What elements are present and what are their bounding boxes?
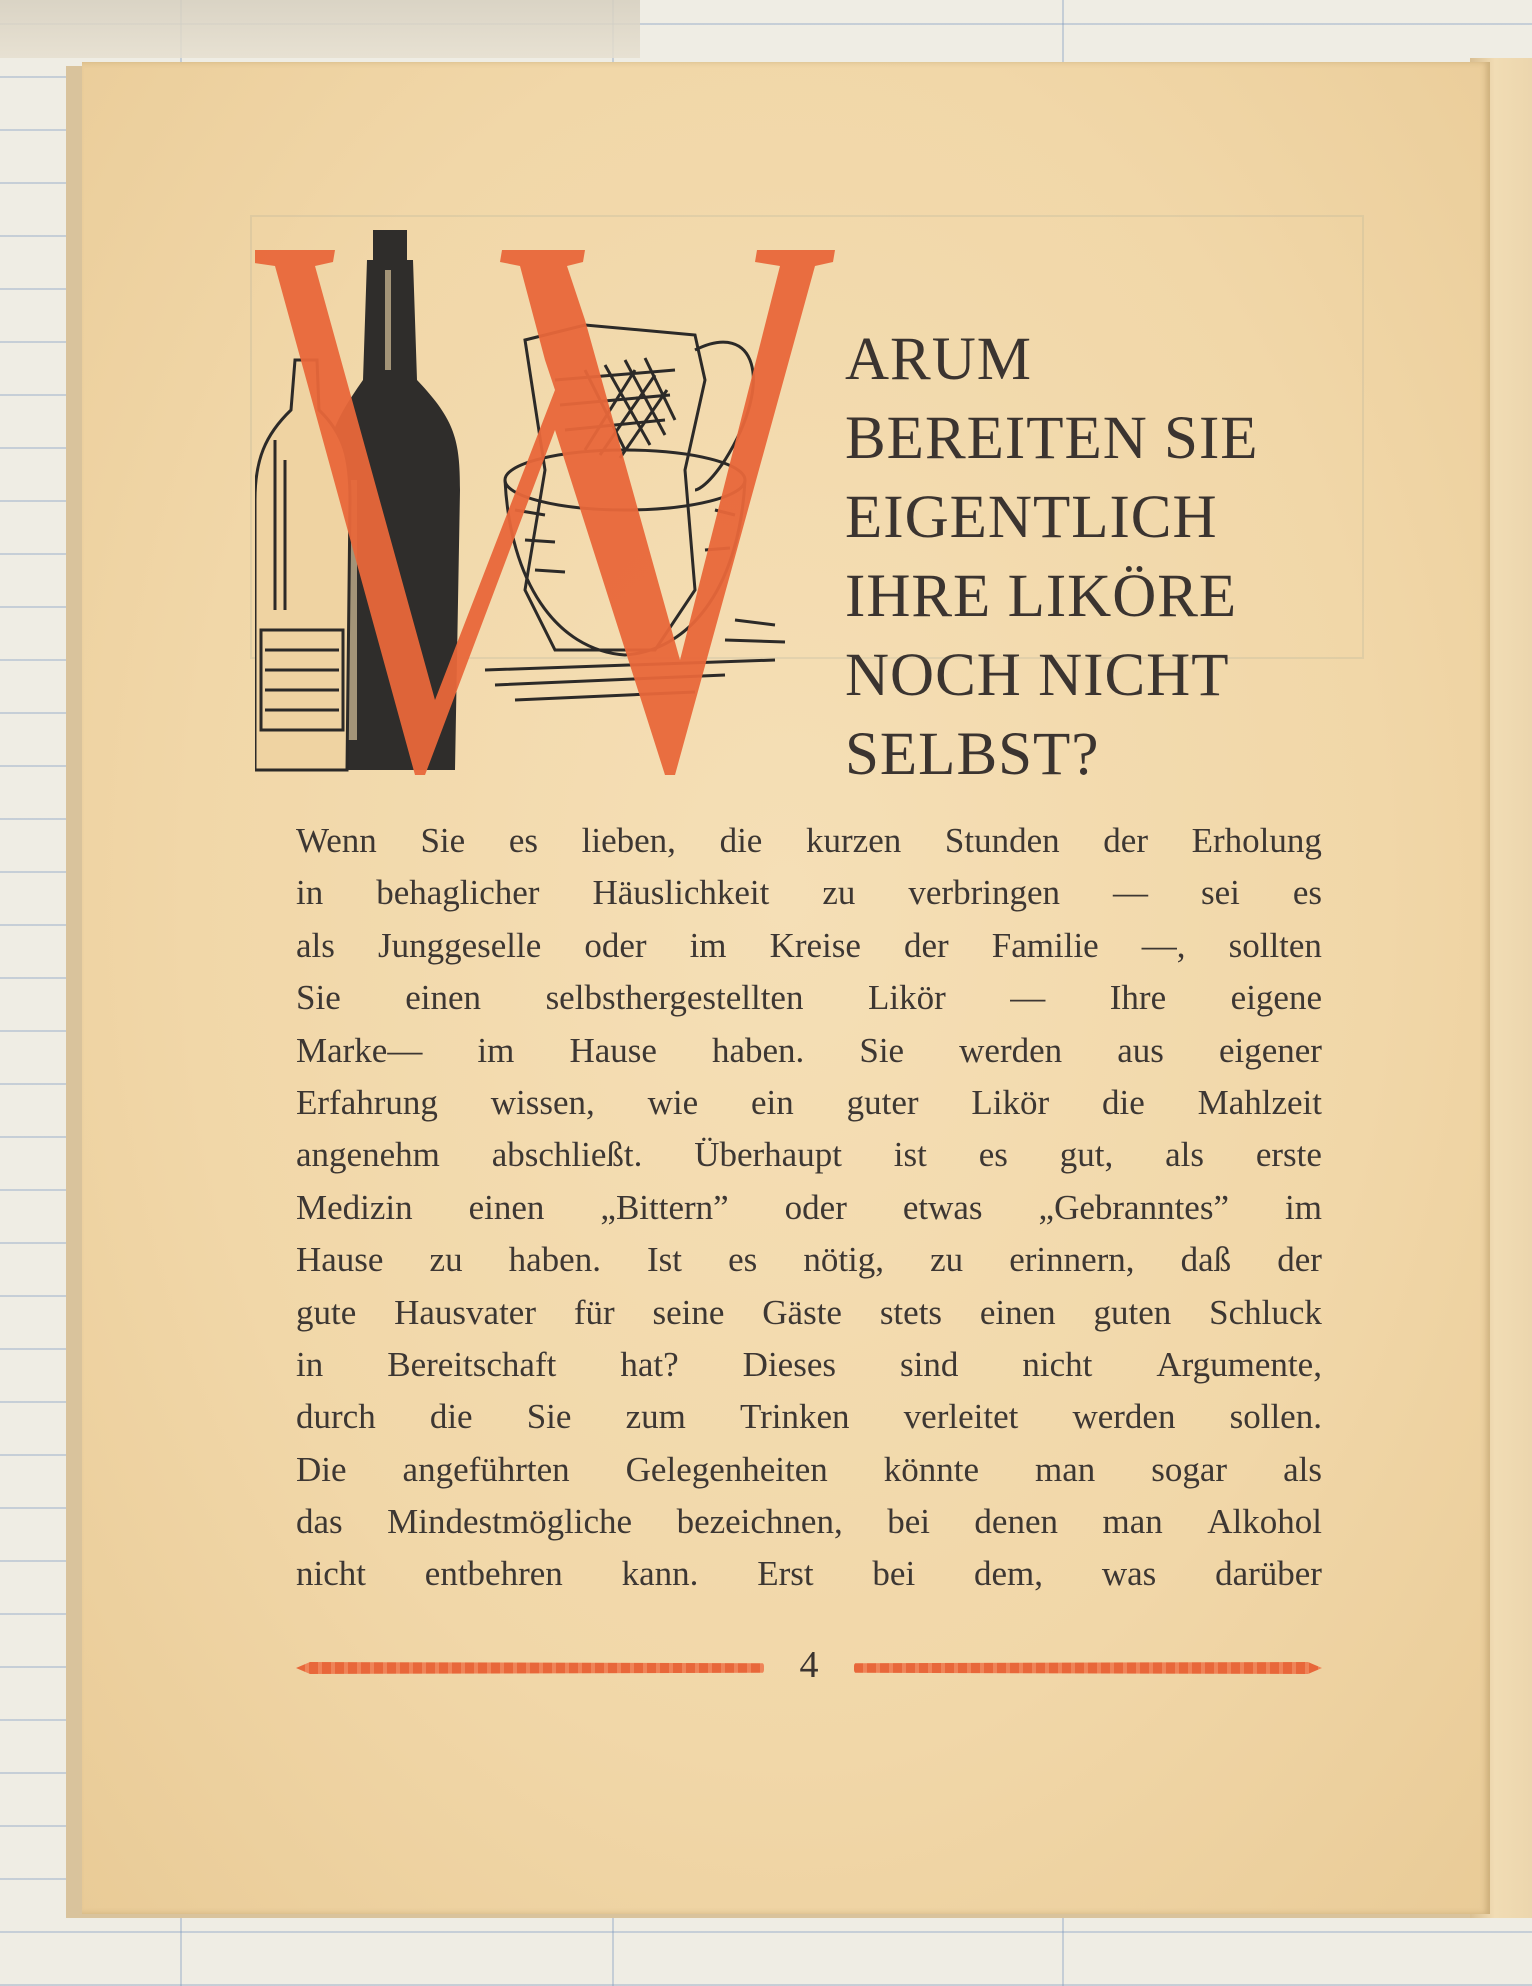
text-line [296, 867, 1322, 919]
word: Sie [420, 821, 466, 860]
word: Bereitschaft [387, 1344, 557, 1384]
word: es [728, 1240, 758, 1280]
word: oder [584, 925, 647, 965]
word: lieben, [581, 821, 676, 860]
word: nicht [296, 1554, 366, 1594]
word: als [1283, 1449, 1322, 1489]
word: eigene [1230, 978, 1322, 1018]
word: gut, [1059, 1135, 1114, 1175]
word: nötig, [803, 1240, 885, 1280]
word: verleitet [903, 1397, 1019, 1437]
word: der [904, 925, 949, 965]
word: — [1112, 873, 1148, 913]
word: Mahlzeit [1197, 1082, 1322, 1122]
heading-line: NOCH NICHT [845, 642, 1230, 709]
word: als [296, 925, 335, 965]
word: abschließt. [491, 1135, 643, 1175]
word: Junggeselle [377, 925, 542, 965]
page-footer [296, 1640, 1322, 1690]
word: Sie [296, 978, 341, 1018]
word: darüber [1215, 1554, 1322, 1594]
word: zu [429, 1240, 463, 1280]
text-line [296, 1077, 1322, 1129]
word: bezeichnen, [676, 1502, 843, 1542]
word: sind [900, 1344, 959, 1384]
word: im [477, 1030, 515, 1070]
word: aus [1117, 1030, 1164, 1070]
word: kann. [621, 1554, 699, 1594]
word: sogar [1151, 1449, 1228, 1489]
word: die [1101, 1082, 1145, 1122]
word: im [1284, 1187, 1322, 1227]
word: bei [872, 1554, 916, 1594]
word: Familie [991, 925, 1099, 965]
heading-line: BEREITEN SIE [845, 405, 1259, 472]
heading-line: EIGENTLICH [845, 484, 1218, 551]
word: Hausvater [394, 1292, 536, 1332]
word: Überhaupt [694, 1135, 842, 1175]
word: Argumente, [1156, 1344, 1322, 1384]
word: die [719, 821, 763, 860]
word: haben. [508, 1240, 601, 1280]
footer-rule-right [854, 1662, 1322, 1674]
word: zu [930, 1240, 964, 1280]
word: in [296, 1344, 324, 1384]
heading-line: ARUM [845, 326, 1033, 393]
word: Mindestmögliche [387, 1502, 633, 1542]
word: Ihre [1109, 978, 1167, 1018]
word: guten [1093, 1292, 1172, 1332]
word: Trinken [739, 1397, 850, 1437]
word: gute [296, 1292, 357, 1332]
word: als [1165, 1135, 1204, 1175]
heading-line: IHRE LIKÖRE [845, 563, 1238, 630]
word: entbehren [424, 1554, 563, 1594]
text-line [296, 815, 1322, 867]
word: Kreise [769, 925, 861, 965]
word: Medizin [296, 1187, 413, 1227]
word: sollten [1228, 925, 1322, 965]
word: könnte [883, 1449, 980, 1489]
word: erste [1255, 1135, 1322, 1175]
word: in [296, 873, 324, 913]
word: man [1102, 1502, 1163, 1542]
word: daß [1180, 1240, 1232, 1280]
word: haben. [711, 1030, 805, 1070]
text-line [296, 1234, 1322, 1286]
word: „Gebranntes” [1038, 1187, 1229, 1227]
word: Erholung [1191, 821, 1322, 860]
word: behaglicher [376, 873, 540, 913]
word: oder [784, 1187, 847, 1227]
word: es [978, 1135, 1008, 1175]
word: nicht [1022, 1344, 1093, 1384]
word: verbringen [908, 873, 1060, 913]
word: zu [822, 873, 856, 913]
word: Dieses [742, 1344, 836, 1384]
word: es [508, 821, 538, 860]
word: werden [1072, 1397, 1176, 1437]
word: einen [405, 978, 482, 1018]
word: zum [625, 1397, 686, 1437]
word: durch [296, 1397, 376, 1437]
word: Likör [971, 1082, 1050, 1122]
word: es [1292, 873, 1322, 913]
word: dem, [973, 1554, 1043, 1594]
drop-cap-initial [255, 230, 835, 790]
word: werden [959, 1030, 1063, 1070]
word: selbsthergestellten [545, 978, 804, 1018]
word: die [429, 1397, 473, 1437]
word: „Bittern” [600, 1187, 729, 1227]
text-line [296, 1025, 1322, 1077]
word: Hause [296, 1240, 384, 1280]
text-line [296, 1496, 1322, 1548]
text-line [296, 1182, 1322, 1234]
word: für [573, 1292, 615, 1332]
word: Ist [647, 1240, 683, 1280]
word: bei [887, 1502, 930, 1542]
word: ein [751, 1082, 794, 1122]
word: der [1277, 1240, 1322, 1280]
tape-strip [0, 0, 640, 58]
chapter-heading [845, 320, 1365, 794]
word: man [1035, 1449, 1096, 1489]
word: — [1010, 978, 1046, 1018]
word: sei [1200, 873, 1240, 913]
word: erinnern, [1009, 1240, 1135, 1280]
text-line [296, 920, 1322, 972]
page-number: 4 [799, 1644, 819, 1686]
text-line [296, 1548, 1322, 1600]
word: was [1101, 1554, 1157, 1594]
word: stets [879, 1292, 943, 1332]
word: sollen. [1229, 1397, 1322, 1437]
word: Erst [757, 1554, 814, 1594]
bottles-and-jug-illustration [255, 230, 835, 790]
word: Schluck [1209, 1292, 1322, 1332]
word: Gäste [762, 1292, 842, 1332]
word: Marke— [296, 1030, 423, 1070]
word: Wenn [296, 821, 377, 860]
word: der [1103, 821, 1148, 860]
word: Gelegenheiten [625, 1449, 828, 1489]
word: kurzen [806, 821, 902, 860]
word: etwas [902, 1187, 983, 1227]
word: Alkohol [1207, 1502, 1322, 1542]
word: einen [979, 1292, 1056, 1332]
word: seine [652, 1292, 725, 1332]
heading-line: SELBST? [845, 721, 1100, 788]
body-paragraph [296, 815, 1322, 1601]
word: Likör [867, 978, 946, 1018]
word: wissen, [490, 1082, 595, 1122]
word: Sie [526, 1397, 572, 1437]
word: eigener [1218, 1030, 1322, 1070]
word: Die [296, 1449, 347, 1489]
word: angenehm [296, 1135, 440, 1175]
word: im [689, 925, 727, 965]
word: angeführten [402, 1449, 570, 1489]
word: hat? [620, 1344, 679, 1384]
word: wie [647, 1082, 699, 1122]
word: einen [468, 1187, 545, 1227]
word: —, [1141, 925, 1186, 965]
text-line [296, 1444, 1322, 1496]
word: guter [846, 1082, 919, 1122]
word: das [296, 1502, 343, 1542]
word: Stunden [944, 821, 1060, 860]
text-line [296, 1339, 1322, 1391]
text-line [296, 1129, 1322, 1181]
word: denen [974, 1502, 1058, 1542]
word: Häuslichkeit [592, 873, 770, 913]
text-line [296, 1287, 1322, 1339]
word: Hause [569, 1030, 657, 1070]
text-line [296, 1391, 1322, 1443]
word: Erfahrung [296, 1082, 438, 1122]
word: Sie [859, 1030, 905, 1070]
text-line [296, 972, 1322, 1024]
word: ist [893, 1135, 927, 1175]
footer-rule-left [296, 1662, 764, 1674]
